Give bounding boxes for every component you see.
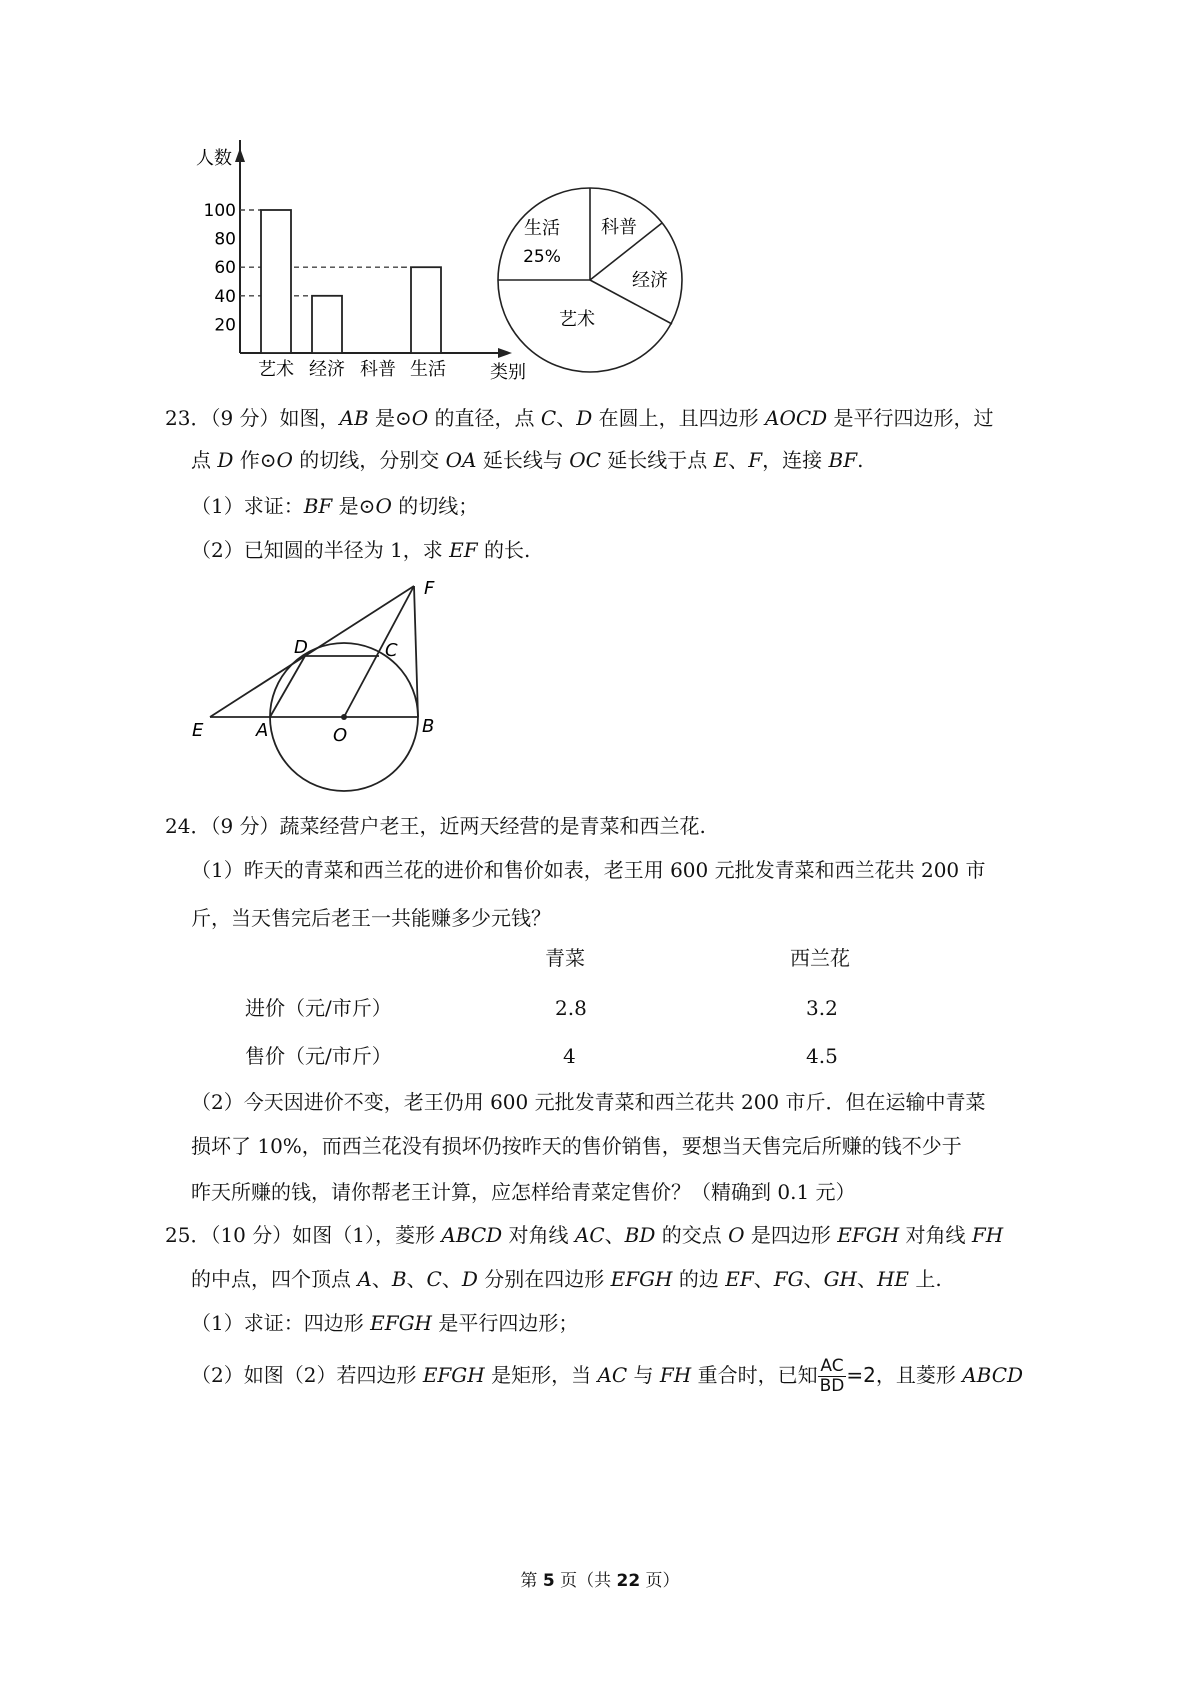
q23-text: 的长. <box>477 538 531 562</box>
bar-1 <box>312 296 342 353</box>
tangent-ef <box>210 586 414 717</box>
q23-text: 的切线，分别交 <box>292 448 446 472</box>
label-b: B <box>422 716 435 737</box>
q25-var: FH <box>971 1223 1004 1247</box>
table-row-label: 进价（元/市斤） <box>245 996 392 1020</box>
q25-part-1 <box>191 1309 578 1337</box>
fraction-denominator: BD <box>819 1376 845 1396</box>
q25-text: 是平行四边形； <box>432 1311 579 1335</box>
q25-text: 上. <box>909 1267 942 1291</box>
pie-label-art: 艺术 <box>559 309 595 330</box>
q23-var: OA <box>445 448 477 472</box>
footer-text: 页） <box>640 1571 680 1591</box>
q25-line-2 <box>191 1265 942 1293</box>
label-f: F <box>424 578 435 599</box>
q23-text: 是平行四边形，过 <box>827 406 994 430</box>
q23-var: D <box>576 406 593 430</box>
q23-var: AOCD <box>765 406 828 430</box>
label-e: E <box>192 720 204 741</box>
q23-text: 、 <box>556 406 577 430</box>
q25-text: （2）如图（2）若四边形 <box>191 1363 423 1387</box>
q23-var: C <box>540 406 557 430</box>
table-cell: 3.2 <box>806 996 838 1020</box>
label-c: C <box>385 640 398 661</box>
q23-text: 延长线于点 <box>600 448 714 472</box>
fraction-numerator: AC <box>818 1357 847 1377</box>
q23-text: 、 <box>728 448 749 472</box>
x-category-label: 经济 <box>309 359 345 380</box>
q25-text: 、 <box>441 1267 462 1291</box>
pie-label-life-percent: 25% <box>523 247 561 267</box>
current-page-number: 5 <box>542 1571 555 1591</box>
q23-var: EF <box>449 538 478 562</box>
q25-var: O <box>728 1223 745 1247</box>
q23-var: O <box>375 494 392 518</box>
q23-text: （2）已知圆的半径为 1，求 <box>191 538 450 562</box>
q25-var: EFGH <box>370 1311 432 1335</box>
q23-line-1 <box>165 404 994 432</box>
q25-var: HE <box>876 1267 910 1291</box>
y-tick-label: 40 <box>214 286 236 307</box>
q25-text: 、 <box>753 1267 774 1291</box>
q23-text: 点 <box>191 448 218 472</box>
q25-text: 的中点，四个顶点 <box>191 1267 358 1291</box>
x-category-label: 艺术 <box>258 359 294 380</box>
q25-part-2 <box>191 1357 1023 1396</box>
footer-text: 页（共 <box>554 1571 617 1591</box>
x-axis-title: 类别 <box>490 362 526 383</box>
table-cell: 4.5 <box>806 1044 838 1068</box>
q23-var: AB <box>339 406 369 430</box>
y-tick-label: 80 <box>214 229 236 250</box>
y-axis-title: 人数 <box>196 148 232 169</box>
q23-text: 是⊙ <box>332 494 376 518</box>
q25-var: AC <box>574 1223 605 1247</box>
q25-text: （1）求证：四边形 <box>191 1311 371 1335</box>
q24-part-1-line-1: （1）昨天的青菜和西兰花的进价和售价如表，老王用 600 元批发青菜和西兰花共 200 市 <box>191 858 986 882</box>
q25-text: =2 <box>846 1363 876 1387</box>
label-d: D <box>294 637 308 658</box>
q25-text: 对角线 <box>899 1223 972 1247</box>
page-footer <box>0 1566 1200 1591</box>
q25-text: 、 <box>856 1267 877 1291</box>
q25-var: BD <box>624 1223 656 1247</box>
segment-ad <box>270 656 305 717</box>
q23-text: 的直径，点 <box>428 406 541 430</box>
q23-var: O <box>276 448 293 472</box>
pie-label-economy: 经济 <box>632 270 668 291</box>
q25-var: B <box>391 1267 407 1291</box>
q23-var: BF <box>828 448 858 472</box>
label-a: A <box>256 720 269 741</box>
q25-var: A <box>357 1267 372 1291</box>
q23-text: 23．（9 分）如图， <box>165 406 340 430</box>
q25-text: 、 <box>604 1223 625 1247</box>
q23-var: BF <box>303 494 333 518</box>
q25-var: EF <box>725 1267 754 1291</box>
table-header-vegetable: 青菜 <box>545 946 585 970</box>
table-header-broccoli: 西兰花 <box>790 946 850 970</box>
q25-line-1 <box>165 1221 1003 1249</box>
q23-var: E <box>713 448 729 472</box>
table-row-label: 售价（元/市斤） <box>245 1044 392 1068</box>
y-tick-label: 20 <box>214 315 236 336</box>
y-tick-label: 60 <box>214 258 236 279</box>
q25-text: 是矩形，当 <box>484 1363 598 1387</box>
q23-var: F <box>748 448 763 472</box>
table-cell: 4 <box>563 1044 576 1068</box>
q23-text: 在圆上，且四边形 <box>592 406 765 430</box>
y-axis-arrow <box>235 148 245 162</box>
q23-line-2 <box>191 446 863 474</box>
q25-text: 对角线 <box>502 1223 575 1247</box>
q24-part-2-line-2: 损坏了 10%，而西兰花没有损坏仍按昨天的售价销售，要想当天售完后所赚的钱不少于 <box>191 1134 962 1158</box>
q25-text: 的交点 <box>655 1223 729 1247</box>
q23-part-1 <box>191 492 478 520</box>
q23-text: ，连接 <box>762 448 829 472</box>
y-tick-label: 100 <box>203 201 236 221</box>
q25-text: 、 <box>803 1267 824 1291</box>
table-cell: 2.8 <box>555 996 587 1020</box>
total-page-count: 22 <box>616 1571 641 1591</box>
label-o: O <box>333 725 348 746</box>
q25-var: FG <box>773 1267 804 1291</box>
q24-part-1-line-2: 斤，当天售完后老王一共能赚多少元钱？ <box>191 906 551 930</box>
q23-var: OC <box>569 448 601 472</box>
q23-text: 作⊙ <box>233 448 277 472</box>
x-category-label: 生活 <box>410 359 446 380</box>
q25-text: 与 <box>627 1363 660 1387</box>
q25-var: EFGH <box>422 1363 485 1387</box>
q23-geometry-figure <box>180 570 480 800</box>
q23-text: 是⊙ <box>368 406 412 430</box>
q25-var: AC <box>597 1363 628 1387</box>
q25-text: 是四边形 <box>744 1223 838 1247</box>
footer-text: 第 <box>520 1571 543 1591</box>
q25-var: EFGH <box>837 1223 900 1247</box>
center-point-o <box>341 714 347 720</box>
q23-text: 的切线； <box>391 494 479 518</box>
q25-var: C <box>426 1267 442 1291</box>
q25-var: D <box>461 1267 478 1291</box>
q25-var: ABCD <box>441 1223 503 1247</box>
q24-part-2-line-3: 昨天所赚的钱，请你帮老王计算，应怎样给青菜定售价？（精确到 0.1 元） <box>191 1180 856 1204</box>
q25-var: ABCD <box>962 1363 1024 1387</box>
q23-text: （1）求证： <box>191 494 304 518</box>
pie-label-life: 生活 <box>524 218 560 239</box>
pie-chart <box>490 180 700 390</box>
q25-var: EFGH <box>610 1267 673 1291</box>
q23-text: . <box>857 448 864 472</box>
q23-var: O <box>411 406 429 430</box>
q25-text: 、 <box>406 1267 427 1291</box>
q24-title: 24．（9 分）蔬菜经营户老王，近两天经营的是青菜和西兰花. <box>165 814 706 838</box>
line-of <box>344 586 414 717</box>
q25-text: 的边 <box>672 1267 726 1291</box>
q23-text: 延长线与 <box>476 448 570 472</box>
q23-var: D <box>217 448 234 472</box>
bar-0 <box>261 210 291 353</box>
fraction-ac-over-bd <box>818 1357 847 1396</box>
x-category-label: 科普 <box>360 359 396 380</box>
q25-text: 分别在四边形 <box>477 1267 611 1291</box>
pie-label-science: 科普 <box>601 217 637 238</box>
q23-part-2 <box>191 536 530 564</box>
q25-var: GH <box>823 1267 857 1291</box>
q25-text: ，且菱形 <box>875 1363 963 1387</box>
q25-text: 25．（10 分）如图（1），菱形 <box>165 1223 442 1247</box>
q24-part-2-line-1: （2）今天因进价不变，老王仍用 600 元批发青菜和西兰花共 200 市斤．但在运输中青菜 <box>191 1090 986 1114</box>
q25-text: 重合时，已知 <box>691 1363 818 1387</box>
bar-3 <box>411 267 441 353</box>
q25-text: 、 <box>371 1267 392 1291</box>
q25-var: FH <box>659 1363 692 1387</box>
